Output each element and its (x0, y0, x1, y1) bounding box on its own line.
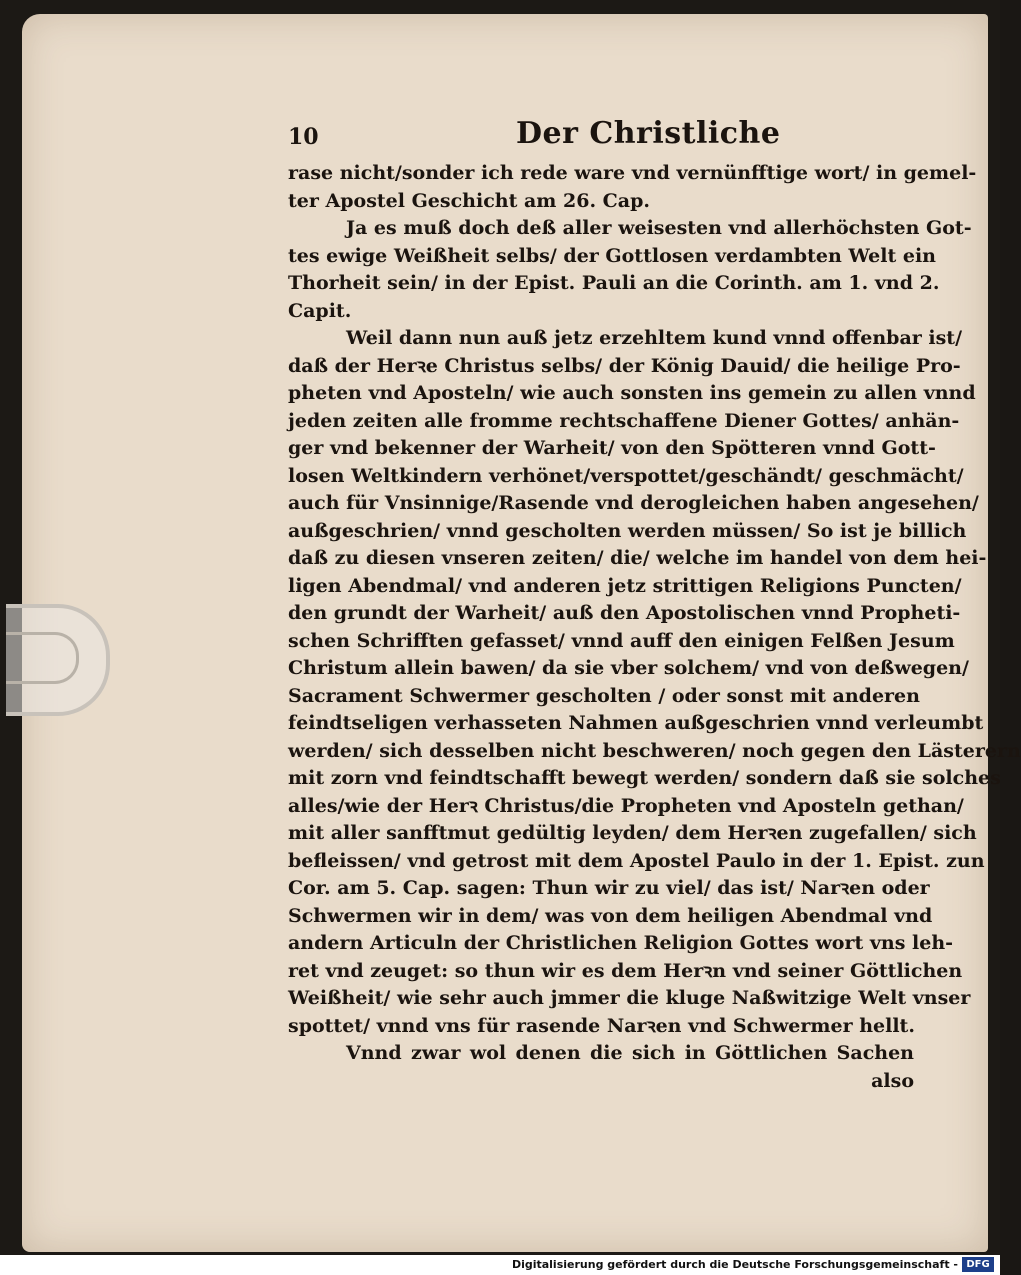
text-line: losen Weltkindern verhönet/verspottet/geschändt/ geschmächt/ (288, 464, 964, 487)
text-line: jeden zeiten alle fromme rechtschaffene Diener Gottes/ anhän- (288, 409, 960, 432)
text-line: alles/wie der Herꝛ Christus/die Propheten vnd Aposteln gethan/ (288, 794, 964, 817)
text-line: rase nicht/sonder ich rede ware vnd vernünfftige wort/ in gemel- (288, 162, 977, 184)
text-line: Sacrament Schwermer gescholten / oder sonst mit anderen (288, 684, 920, 707)
text-line: feindtseligen verhasseten Nahmen außgeschrien vnnd verleumbt (288, 712, 984, 734)
page-number: 10 (288, 124, 319, 150)
text-line: daß zu diesen vnseren zeiten/ die/ welche im handel von dem hei- (288, 547, 987, 569)
text-line: ret vnd zeuget: so thun wir es dem Herꝛn vnd seiner Göttlichen (288, 959, 963, 982)
text-line: Cor. am 5. Cap. sagen: Thun wir zu viel/ das ist/ Narꝛen oder (288, 877, 930, 899)
text-line: spottet/ vnnd vns für rasende Narꝛen vnd Schwermer hellt. (288, 1014, 915, 1037)
text-line: befleissen/ vnd getrost mit dem Apostel Paulo in der 1. Epist. zun (288, 849, 985, 872)
running-head: Der Christliche (516, 116, 781, 151)
text-line: Vnnd zwar wol denen die sich in Göttlichen Sachen (346, 1042, 914, 1064)
text-line: ger vnd bekenner der Warheit/ von den Spötteren vnnd Gott- (288, 437, 936, 459)
dfg-logo: DFG (962, 1257, 994, 1272)
footer-credit: Digitalisierung gefördert durch die Deutsche Forschungsgemeinschaft - (511, 1258, 958, 1271)
page-header (288, 116, 908, 156)
text-line: Ja es muß doch deß aller weisesten vnd allerhöchsten Got- (346, 217, 972, 239)
text-line: werden/ sich desselben nicht beschweren/ noch gegen den Lästerern (288, 739, 1021, 762)
paper-clip-inner (6, 632, 79, 684)
text-line: mit zorn vnd feindtschafft bewegt werden/ sondern daß sie solches (288, 767, 1001, 789)
footer-bar (0, 1255, 1000, 1275)
text-line: pheten vnd Aposteln/ wie auch sonsten ins gemein zu allen vnnd (288, 382, 976, 404)
text-line: mit aller sanfftmut gedültig leyden/ dem Herꝛen zugefallen/ sich (288, 822, 977, 844)
body-text (288, 160, 1021, 1095)
text-line: Capit. (288, 299, 352, 322)
text-line: schen Schrifften gefasset/ vnnd auff den einigen Felßen Jesum (288, 629, 955, 652)
text-line: daß der Herꝛe Christus selbs/ der König Dauid/ die heilige Pro- (288, 354, 961, 377)
text-line: außgeschrien/ vnnd gescholten werden müssen/ So ist je billich (288, 519, 967, 542)
text-line: Schwermen wir in dem/ was von dem heiligen Abendmal vnd (288, 904, 933, 927)
text-line: Weil dann nun auß jetz erzehltem kund vnnd offenbar ist/ (346, 327, 963, 349)
text-line: also (871, 1069, 914, 1092)
text-line: ligen Abendmal/ vnd anderen jetz strittigen Religions Puncten/ (288, 574, 962, 597)
text-line: ter Apostel Geschicht am 26. Cap. (288, 189, 651, 212)
text-line: Christum allein bawen/ da sie vber solchem/ vnd von deßwegen/ (288, 657, 969, 679)
text-line: Weißheit/ wie sehr auch jmmer die kluge Naßwitzige Welt vnser (288, 987, 971, 1009)
text-line: tes ewige Weißheit selbs/ der Gottlosen verdambten Welt ein (288, 244, 936, 267)
text-line: andern Articuln der Christlichen Religion Gottes wort vns leh- (288, 932, 954, 954)
text-line: Thorheit sein/ in der Epist. Pauli an die Corinth. am 1. vnd 2. (288, 272, 940, 294)
text-line: auch für Vnsinnige/Rasende vnd derogleichen haben angesehen/ (288, 492, 979, 514)
text-line: den grundt der Warheit/ auß den Apostolischen vnnd Propheti- (288, 602, 961, 624)
